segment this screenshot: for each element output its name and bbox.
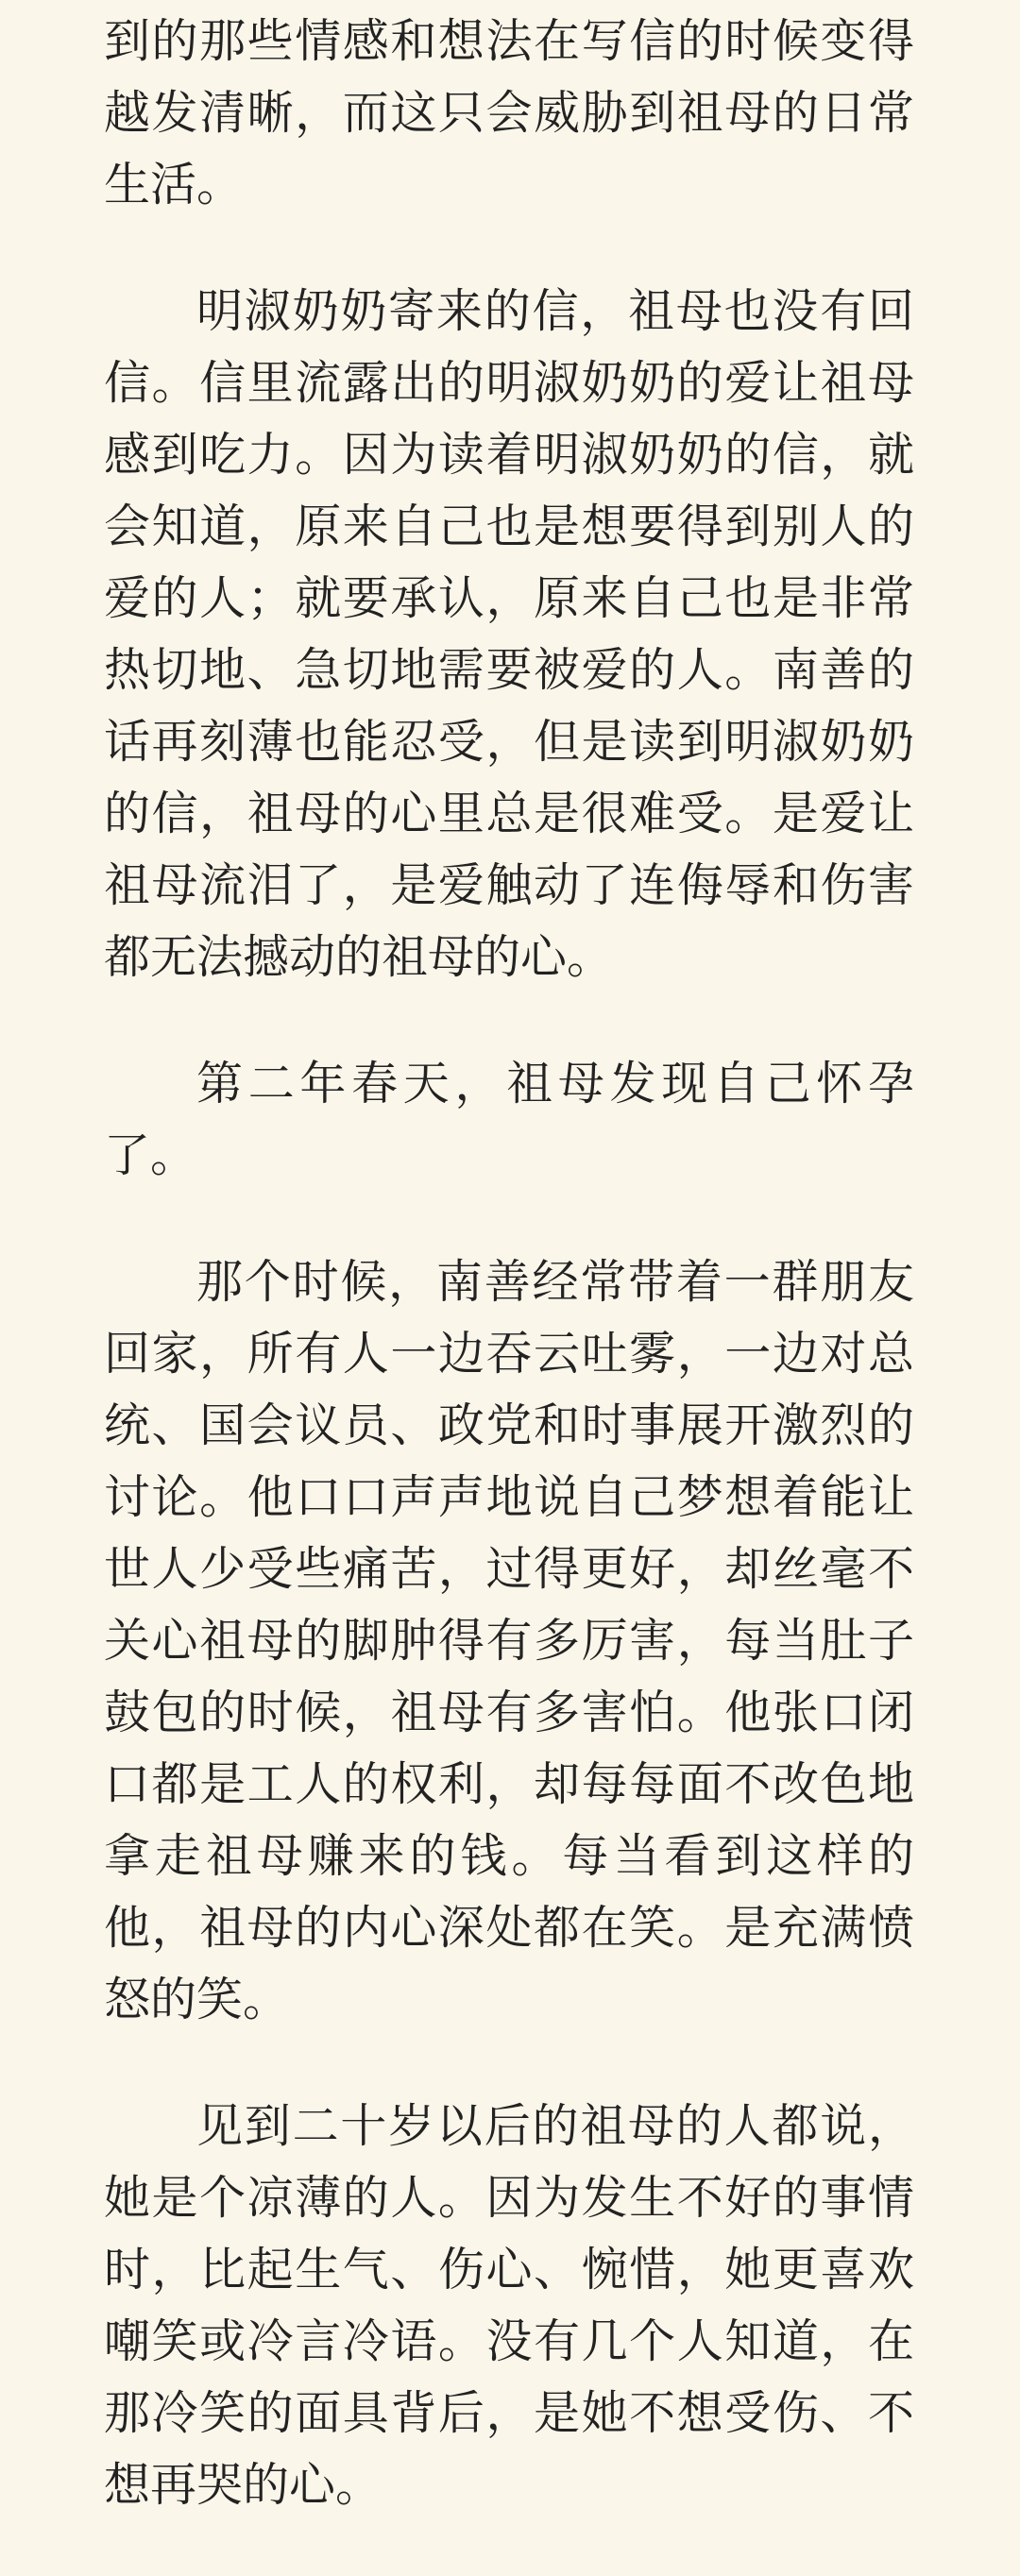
paragraph-5: 见到二十岁以后的祖母的人都说，她是个凉薄的人。因为发生不好的事情时，比起生气、伤心、惋惜，她更喜欢嘲笑或冷言冷语。没有几个人知道，在那冷笑的面具背后，是她不想受伤、不想再哭的心。 bbox=[104, 2099, 914, 2512]
reading-page bbox=[104, 6, 914, 2576]
paragraph-3: 第二年春天，祖母发现自己怀孕了。 bbox=[104, 1057, 914, 1182]
paragraph-4: 那个时候，南善经常带着一群朋友回家，所有人一边吞云吐雾，一边对总统、国会议员、政党和时事展开激烈的讨论。他口口声声地说自己梦想着能让世人少受些痛苦，过得更好，却丝毫不关心祖母的脚肿得有多厉害，每当肚子鼓包的时候，祖母有多害怕。他张口闭口都是工人的权利，却每每面不改色地拿走祖母赚来的钱。每当看到这样的他，祖母的内心深处都在笑。是充满愤怒的笑。 bbox=[104, 1255, 914, 2026]
paragraph-2: 明淑奶奶寄来的信，祖母也没有回信。信里流露出的明淑奶奶的爱让祖母感到吃力。因为读着明淑奶奶的信，就会知道，原来自己也是想要得到别人的爱的人；就要承认，原来自己也是非常热切地、急切地需要被爱的人。南善的话再刻薄也能忍受，但是读到明淑奶奶的信，祖母的心里总是很难受。是爱让祖母流泪了，是爱触动了连侮辱和伤害都无法撼动的祖母的心。 bbox=[104, 284, 914, 984]
paragraph-1: 到的那些情感和想法在写信的时候变得越发清晰，而这只会威胁到祖母的日常生活。 bbox=[104, 14, 914, 212]
